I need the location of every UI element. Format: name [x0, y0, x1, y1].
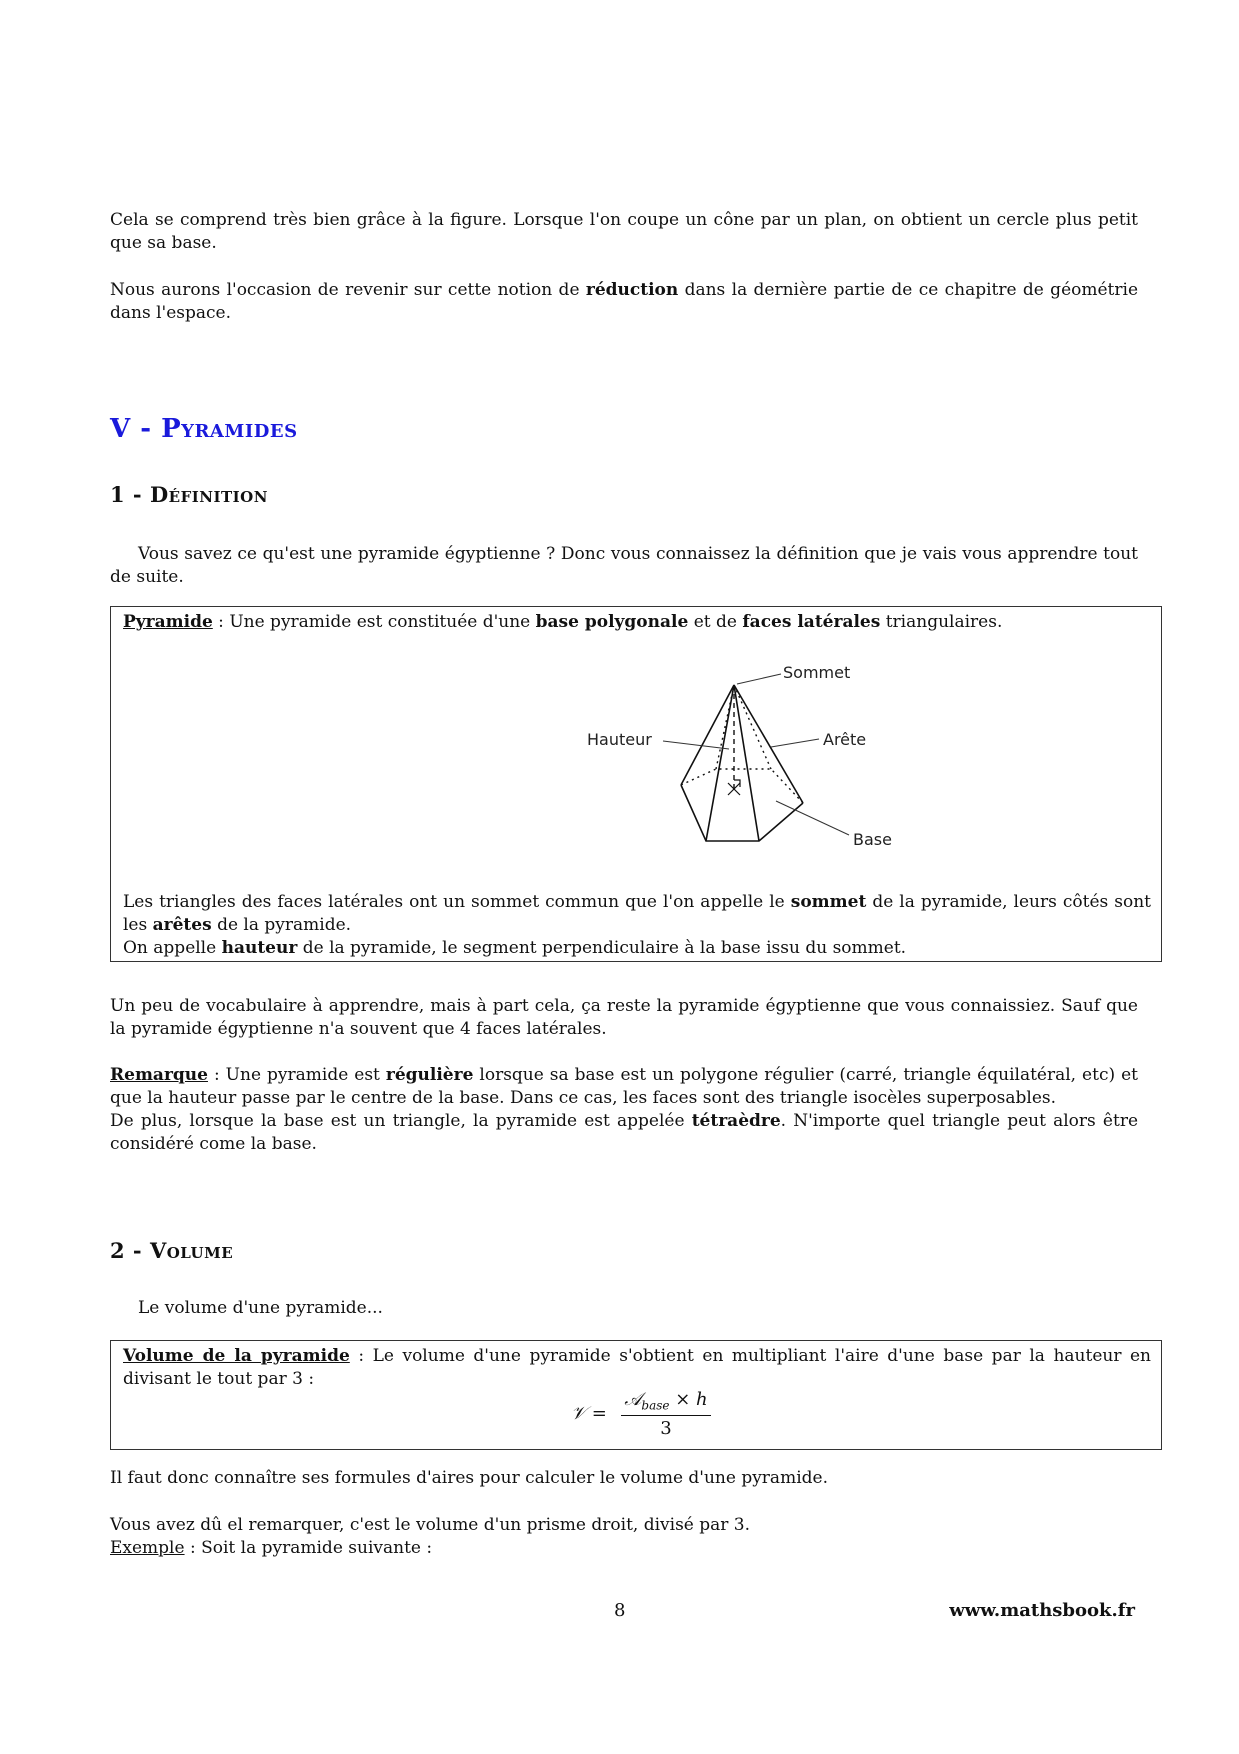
formula-fraction	[621, 1389, 711, 1439]
closing-p2-text: Vous avez dû el remarquer, c'est le volume d'un prisme droit, divisé par 3.	[110, 1515, 751, 1535]
edge-front-right	[734, 685, 759, 841]
sommet-term: sommet	[790, 892, 867, 912]
remark-text-b: lorsque sa base est un polygone régulier (carré, triangle équilatéral, etc) et que la hauteur passe par le centre de la base. Dans ce cas, les faces sont des triangle isocèles superposables.	[110, 1065, 1138, 1108]
def-p3-b: de la pyramide, le segment perpendiculaire à la base issu du sommet.	[297, 938, 907, 958]
site-url: www.mathsbook.fr	[949, 1600, 1135, 1621]
volume-intro: Le volume d'une pyramide...	[138, 1298, 383, 1318]
times-h: × h	[669, 1389, 708, 1410]
volume-text: : Le volume d'une pyramide s'obtient en multipliant l'aire d'une base par la hauteur en divisant le tout par 3 :	[123, 1346, 1152, 1389]
page-number: 8	[614, 1600, 626, 1621]
remark2-text-b: . N'importe quel triangle peut alors être considéré come la base.	[110, 1111, 1139, 1154]
def-p2-c: de la pyramide.	[211, 915, 352, 935]
hauteur-term: hauteur	[221, 938, 298, 958]
pointer-arete	[771, 739, 819, 747]
pointer-hauteur	[663, 741, 729, 749]
base-polygonale-term: base polygonale	[535, 612, 689, 632]
remark-paragraph	[110, 1064, 1138, 1156]
aretes-term: arêtes	[152, 915, 212, 935]
intro-p2-text-a: Nous aurons l'occasion de revenir sur cette notion de	[110, 280, 586, 300]
volume-box	[110, 1340, 1162, 1450]
after-definition-paragraph: Un peu de vocabulaire à apprendre, mais à part cela, ça reste la pyramide égyptienne que vous connaissiez. Sauf que la pyramide égyptienne n'a souvent que 4 faces latérales.	[110, 996, 1138, 1039]
definition-box	[110, 606, 1162, 962]
closing-paragraph-1: Il faut donc connaître ses formules d'aires pour calculer le volume d'une pyramide.	[110, 1468, 828, 1488]
definition-intro: Vous savez ce qu'est une pyramide égyptienne ? Donc vous connaissez la définition que je vais vous apprendre tout de suite.	[110, 544, 1138, 587]
def-text-b: et de	[688, 612, 743, 632]
definition-line	[123, 611, 1151, 634]
label-hauteur: Hauteur	[587, 730, 652, 749]
base-front-outline	[681, 785, 803, 841]
def-p3-a: On appelle	[123, 938, 222, 958]
def-text-a: : Une pyramide est constituée d'une	[212, 612, 536, 632]
reduction-term: réduction	[585, 280, 679, 300]
pointer-base	[776, 801, 849, 835]
remark-text-a: : Une pyramide est	[207, 1065, 386, 1085]
exemple-term: Exemple	[110, 1538, 185, 1558]
hidden-edge-back-left	[716, 685, 734, 769]
volume-term: Volume de la pyramide	[123, 1346, 350, 1366]
definition-paragraph-2	[123, 891, 1151, 960]
section-title: V - Pyramides	[110, 414, 298, 444]
edge-right	[734, 685, 803, 803]
base-back-outline	[681, 769, 803, 803]
pyramid-figure	[571, 663, 911, 867]
faces-laterales-term: faces latérales	[742, 612, 881, 632]
def-p2-b: de la pyramide, leurs côtés sont les	[123, 892, 1152, 935]
formula-lhs: 𝒱 =	[571, 1403, 607, 1424]
volume-formula	[571, 1389, 811, 1441]
def-p2-a: Les triangles des faces latérales ont un sommet commun que l'on appelle le	[123, 892, 791, 912]
exemple-text: : Soit la pyramide suivante :	[184, 1538, 433, 1558]
remark2-text-a: De plus, lorsque la base est un triangle, la pyramide est appelée	[110, 1111, 692, 1131]
edge-left	[681, 685, 734, 785]
label-base: Base	[853, 830, 892, 849]
subsection-title-volume: 2 - Volume	[110, 1238, 234, 1263]
intro-paragraph-1: Cela se comprend très bien grâce à la figure. Lorsque l'on coupe un cône par un plan, on obtient un cercle plus petit que sa base.	[110, 210, 1138, 253]
pointer-sommet	[737, 674, 781, 684]
hidden-edge-back-right	[734, 685, 771, 769]
label-arete: Arête	[823, 730, 867, 749]
formula-denominator: 3	[660, 1417, 672, 1439]
remarque-term: Remarque	[110, 1065, 208, 1085]
closing-paragraph-2	[110, 1514, 1138, 1560]
label-sommet: Sommet	[783, 663, 851, 682]
volume-definition	[123, 1345, 1151, 1391]
edge-front-left	[706, 685, 734, 841]
tetraedre-term: tétraèdre	[691, 1111, 781, 1131]
intro-p2-text-c: dans la dernière partie de ce chapitre de géométrie dans l'espace.	[110, 280, 1139, 323]
def-text-c: triangulaires.	[880, 612, 1003, 632]
intro-paragraph-2	[110, 279, 1138, 325]
subsection-title-definition: 1 - Définition	[110, 482, 268, 507]
base-subscript: base	[641, 1398, 670, 1413]
pyramide-term: Pyramide	[123, 612, 213, 632]
area-symbol: 𝒜	[624, 1389, 642, 1410]
formula-numerator	[621, 1389, 711, 1416]
reguliere-term: régulière	[385, 1065, 474, 1085]
